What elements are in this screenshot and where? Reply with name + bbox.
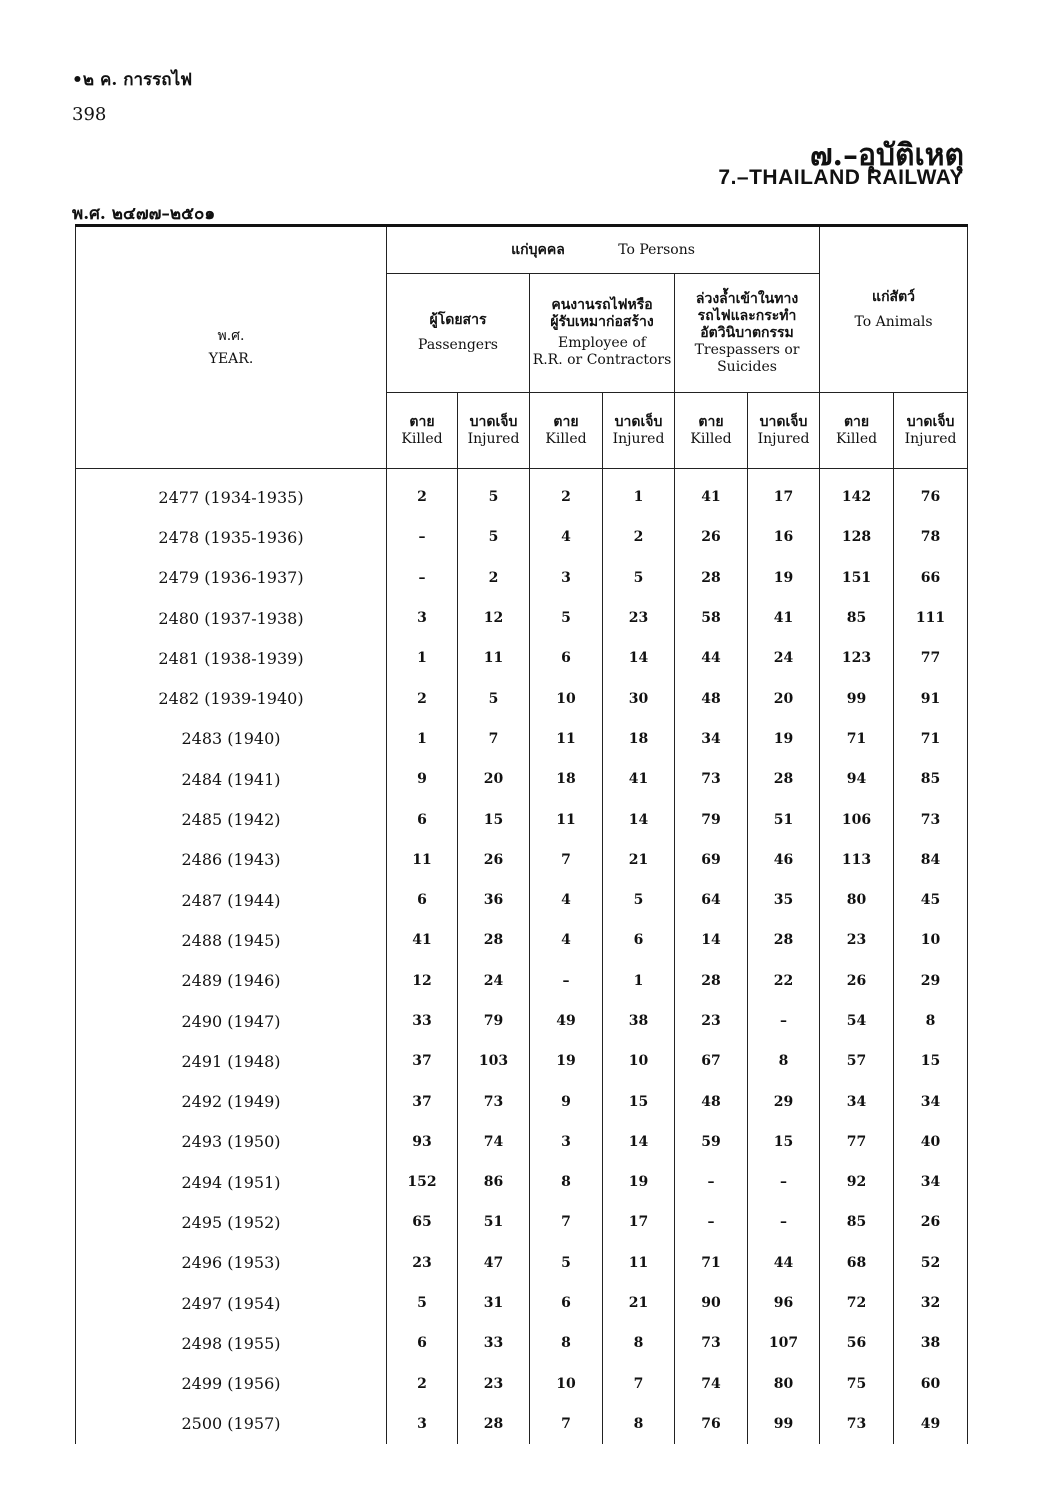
year-cell: 2487 (1944) bbox=[76, 880, 387, 920]
value-cell: 8 bbox=[530, 1162, 603, 1202]
value-cell: 26 bbox=[675, 517, 748, 557]
value-cell: 18 bbox=[603, 719, 675, 759]
table-row bbox=[76, 598, 968, 638]
table-row bbox=[76, 1364, 968, 1404]
table-row bbox=[76, 1243, 968, 1283]
value-cell: 142 bbox=[820, 469, 894, 518]
table-row bbox=[76, 638, 968, 678]
year-cell: 2478 (1935-1936) bbox=[76, 517, 387, 557]
passengers-english: Passengers bbox=[418, 337, 498, 353]
value-cell: 5 bbox=[458, 678, 530, 718]
value-cell: 35 bbox=[748, 880, 820, 920]
value-cell: 4 bbox=[530, 880, 603, 920]
value-cell: 8 bbox=[894, 1001, 968, 1041]
year-cell: 2477 (1934-1935) bbox=[76, 469, 387, 518]
value-cell: 38 bbox=[894, 1323, 968, 1363]
value-cell: 7 bbox=[603, 1364, 675, 1404]
value-cell: 28 bbox=[748, 759, 820, 799]
year-cell: 2500 (1957) bbox=[76, 1404, 387, 1444]
value-cell: 8 bbox=[748, 1041, 820, 1081]
value-cell: 99 bbox=[820, 678, 894, 718]
value-cell: 71 bbox=[894, 719, 968, 759]
value-cell: 79 bbox=[675, 799, 748, 839]
value-cell: 5 bbox=[530, 598, 603, 638]
value-cell: 152 bbox=[387, 1162, 458, 1202]
table-row bbox=[76, 469, 968, 518]
employees-header bbox=[530, 274, 675, 393]
value-cell: 15 bbox=[894, 1041, 968, 1081]
value-cell: 11 bbox=[603, 1243, 675, 1283]
value-cell: 36 bbox=[458, 880, 530, 920]
year-cell: 2482 (1939-1940) bbox=[76, 678, 387, 718]
table-row bbox=[76, 719, 968, 759]
value-cell: 76 bbox=[675, 1404, 748, 1444]
value-cell: 90 bbox=[675, 1283, 748, 1323]
table-row bbox=[76, 920, 968, 960]
year-cell: 2490 (1947) bbox=[76, 1001, 387, 1041]
value-cell: 96 bbox=[748, 1283, 820, 1323]
year-cell: 2484 (1941) bbox=[76, 759, 387, 799]
year-range-heading: พ.ศ. ๒๔๗๗–๒๕๐๑ bbox=[72, 204, 216, 224]
value-cell: 58 bbox=[675, 598, 748, 638]
value-cell: 7 bbox=[458, 719, 530, 759]
value-cell: 24 bbox=[748, 638, 820, 678]
year-header-english: YEAR. bbox=[208, 350, 254, 367]
value-cell: 3 bbox=[530, 558, 603, 598]
year-cell: 2491 (1948) bbox=[76, 1041, 387, 1081]
value-cell: 51 bbox=[458, 1202, 530, 1242]
value-cell: 49 bbox=[530, 1001, 603, 1041]
value-cell: 41 bbox=[603, 759, 675, 799]
value-cell: 12 bbox=[387, 961, 458, 1001]
value-cell: 91 bbox=[894, 678, 968, 718]
value-cell: 51 bbox=[748, 799, 820, 839]
value-cell: 85 bbox=[820, 598, 894, 638]
value-cell: 40 bbox=[894, 1122, 968, 1162]
value-cell: 32 bbox=[894, 1283, 968, 1323]
value-cell: 30 bbox=[603, 678, 675, 718]
value-cell: 99 bbox=[748, 1404, 820, 1444]
value-cell: 76 bbox=[894, 469, 968, 518]
table-row bbox=[76, 1041, 968, 1081]
value-cell: 7 bbox=[530, 1404, 603, 1444]
value-cell: 20 bbox=[748, 678, 820, 718]
killed-header: ตาย Killed bbox=[530, 393, 603, 469]
value-cell: 74 bbox=[675, 1364, 748, 1404]
value-cell: 41 bbox=[387, 920, 458, 960]
value-cell: 6 bbox=[603, 920, 675, 960]
value-cell: – bbox=[748, 1001, 820, 1041]
value-cell: 5 bbox=[458, 517, 530, 557]
table-row bbox=[76, 1001, 968, 1041]
injured-header: บาดเจ็บ Injured bbox=[458, 393, 530, 469]
year-cell: 2493 (1950) bbox=[76, 1122, 387, 1162]
value-cell: – bbox=[748, 1162, 820, 1202]
value-cell: 34 bbox=[894, 1081, 968, 1121]
value-cell: 15 bbox=[458, 799, 530, 839]
value-cell: 54 bbox=[820, 1001, 894, 1041]
accident-table bbox=[75, 224, 968, 1444]
value-cell: 41 bbox=[748, 598, 820, 638]
table-row bbox=[76, 799, 968, 839]
table-row bbox=[76, 759, 968, 799]
value-cell: 31 bbox=[458, 1283, 530, 1323]
value-cell: 79 bbox=[458, 1001, 530, 1041]
passengers-thai: ผู้โดยสาร bbox=[429, 312, 487, 328]
value-cell: 37 bbox=[387, 1081, 458, 1121]
value-cell: 8 bbox=[530, 1323, 603, 1363]
value-cell: 73 bbox=[820, 1404, 894, 1444]
value-cell: 28 bbox=[748, 920, 820, 960]
value-cell: 47 bbox=[458, 1243, 530, 1283]
value-cell: 73 bbox=[675, 759, 748, 799]
value-cell: 46 bbox=[748, 840, 820, 880]
value-cell: 86 bbox=[458, 1162, 530, 1202]
killed-header: ตาย Killed bbox=[820, 393, 894, 469]
table-row bbox=[76, 558, 968, 598]
value-cell: 151 bbox=[820, 558, 894, 598]
value-cell: 22 bbox=[748, 961, 820, 1001]
to-persons-header bbox=[387, 226, 820, 274]
trespassers-thai-1: ล่วงล้ำเข้าในทาง bbox=[695, 290, 799, 307]
value-cell: 3 bbox=[387, 598, 458, 638]
value-cell: 1 bbox=[603, 961, 675, 1001]
value-cell: 111 bbox=[894, 598, 968, 638]
table-row bbox=[76, 961, 968, 1001]
value-cell: 6 bbox=[530, 638, 603, 678]
value-cell: 2 bbox=[387, 469, 458, 518]
value-cell: 45 bbox=[894, 880, 968, 920]
passengers-header bbox=[387, 274, 530, 393]
year-cell: 2497 (1954) bbox=[76, 1283, 387, 1323]
year-cell: 2494 (1951) bbox=[76, 1162, 387, 1202]
injured-header: บาดเจ็บ Injured bbox=[748, 393, 820, 469]
value-cell: 28 bbox=[675, 961, 748, 1001]
table-row bbox=[76, 1122, 968, 1162]
value-cell: 38 bbox=[603, 1001, 675, 1041]
value-cell: 5 bbox=[458, 469, 530, 518]
year-cell: 2495 (1952) bbox=[76, 1202, 387, 1242]
table-row bbox=[76, 1283, 968, 1323]
value-cell: 64 bbox=[675, 880, 748, 920]
value-cell: 3 bbox=[387, 1404, 458, 1444]
value-cell: 14 bbox=[603, 799, 675, 839]
year-cell: 2480 (1937-1938) bbox=[76, 598, 387, 638]
animals-thai: แก่สัตว์ bbox=[872, 288, 916, 305]
killed-header: ตาย Killed bbox=[675, 393, 748, 469]
trespassers-thai-3: อัตวินิบาตกรรม bbox=[700, 324, 794, 341]
table-row bbox=[76, 1162, 968, 1202]
employees-thai-1: คนงานรถไฟหรือ bbox=[551, 297, 653, 313]
value-cell: 7 bbox=[530, 840, 603, 880]
value-cell: 2 bbox=[387, 678, 458, 718]
value-cell: 11 bbox=[530, 799, 603, 839]
value-cell: 18 bbox=[530, 759, 603, 799]
value-cell: 92 bbox=[820, 1162, 894, 1202]
value-cell: 37 bbox=[387, 1041, 458, 1081]
value-cell: 77 bbox=[894, 638, 968, 678]
value-cell: 48 bbox=[675, 678, 748, 718]
value-cell: 2 bbox=[603, 517, 675, 557]
table-row bbox=[76, 1202, 968, 1242]
value-cell: 6 bbox=[387, 880, 458, 920]
value-cell: 73 bbox=[894, 799, 968, 839]
value-cell: 34 bbox=[894, 1162, 968, 1202]
value-cell: 78 bbox=[894, 517, 968, 557]
value-cell: 28 bbox=[675, 558, 748, 598]
value-cell: – bbox=[748, 1202, 820, 1242]
value-cell: 26 bbox=[820, 961, 894, 1001]
value-cell: 5 bbox=[530, 1243, 603, 1283]
killed-header: ตาย Killed bbox=[387, 393, 458, 469]
value-cell: 11 bbox=[530, 719, 603, 759]
value-cell: – bbox=[675, 1202, 748, 1242]
year-cell: 2485 (1942) bbox=[76, 799, 387, 839]
value-cell: 8 bbox=[603, 1404, 675, 1444]
value-cell: 10 bbox=[894, 920, 968, 960]
value-cell: 6 bbox=[387, 799, 458, 839]
title-thai: ๗.–อุบัติเหตุ bbox=[809, 138, 964, 173]
table-row bbox=[76, 840, 968, 880]
section-heading: •๒ ค. การรถไฟ bbox=[72, 70, 193, 90]
employees-thai-2: ผู้รับเหมาก่อสร้าง bbox=[550, 314, 654, 330]
value-cell: 10 bbox=[603, 1041, 675, 1081]
value-cell: 1 bbox=[387, 719, 458, 759]
value-cell: 71 bbox=[675, 1243, 748, 1283]
value-cell: 65 bbox=[387, 1202, 458, 1242]
value-cell: 103 bbox=[458, 1041, 530, 1081]
value-cell: 10 bbox=[530, 1364, 603, 1404]
year-column-header bbox=[76, 226, 387, 469]
value-cell: 29 bbox=[894, 961, 968, 1001]
value-cell: 72 bbox=[820, 1283, 894, 1323]
value-cell: 6 bbox=[530, 1283, 603, 1323]
value-cell: 73 bbox=[675, 1323, 748, 1363]
value-cell: 28 bbox=[458, 920, 530, 960]
year-cell: 2488 (1945) bbox=[76, 920, 387, 960]
year-cell: 2489 (1946) bbox=[76, 961, 387, 1001]
value-cell: 33 bbox=[458, 1323, 530, 1363]
value-cell: 44 bbox=[748, 1243, 820, 1283]
value-cell: 12 bbox=[458, 598, 530, 638]
value-cell: 75 bbox=[820, 1364, 894, 1404]
value-cell: 17 bbox=[603, 1202, 675, 1242]
value-cell: – bbox=[675, 1162, 748, 1202]
value-cell: 107 bbox=[748, 1323, 820, 1363]
value-cell: 41 bbox=[675, 469, 748, 518]
value-cell: 19 bbox=[748, 558, 820, 598]
injured-header: บาดเจ็บ Injured bbox=[603, 393, 675, 469]
animals-english: To Animals bbox=[854, 313, 933, 330]
value-cell: 21 bbox=[603, 840, 675, 880]
value-cell: 26 bbox=[458, 840, 530, 880]
value-cell: 106 bbox=[820, 799, 894, 839]
value-cell: 74 bbox=[458, 1122, 530, 1162]
value-cell: 5 bbox=[603, 558, 675, 598]
animals-header bbox=[820, 226, 968, 393]
value-cell: 5 bbox=[603, 880, 675, 920]
year-cell: 2498 (1955) bbox=[76, 1323, 387, 1363]
value-cell: 68 bbox=[820, 1243, 894, 1283]
table-row bbox=[76, 1404, 968, 1444]
value-cell: 2 bbox=[458, 558, 530, 598]
value-cell: 17 bbox=[748, 469, 820, 518]
value-cell: 19 bbox=[748, 719, 820, 759]
table-row bbox=[76, 880, 968, 920]
value-cell: 67 bbox=[675, 1041, 748, 1081]
table-row bbox=[76, 1323, 968, 1363]
value-cell: 60 bbox=[894, 1364, 968, 1404]
value-cell: 34 bbox=[675, 719, 748, 759]
trespassers-header bbox=[675, 274, 820, 393]
persons-thai: แก่บุคคล bbox=[511, 241, 565, 258]
title-english: 7.–THAILAND RAILWAY bbox=[718, 166, 964, 189]
page-number: 398 bbox=[72, 104, 107, 125]
trespassers-english-1: Trespassers or bbox=[694, 341, 800, 358]
value-cell: 9 bbox=[530, 1081, 603, 1121]
value-cell: 56 bbox=[820, 1323, 894, 1363]
year-cell: 2479 (1936-1937) bbox=[76, 558, 387, 598]
value-cell: 24 bbox=[458, 961, 530, 1001]
table-row bbox=[76, 678, 968, 718]
value-cell: 123 bbox=[820, 638, 894, 678]
value-cell: 14 bbox=[603, 1122, 675, 1162]
value-cell: 33 bbox=[387, 1001, 458, 1041]
value-cell: 1 bbox=[603, 469, 675, 518]
table-row bbox=[76, 1081, 968, 1121]
value-cell: 85 bbox=[894, 759, 968, 799]
year-cell: 2499 (1956) bbox=[76, 1364, 387, 1404]
value-cell: 59 bbox=[675, 1122, 748, 1162]
persons-english: To Persons bbox=[618, 241, 695, 258]
value-cell: 9 bbox=[387, 759, 458, 799]
value-cell: 128 bbox=[820, 517, 894, 557]
value-cell: 113 bbox=[820, 840, 894, 880]
value-cell: 7 bbox=[530, 1202, 603, 1242]
value-cell: 23 bbox=[458, 1364, 530, 1404]
value-cell: 80 bbox=[748, 1364, 820, 1404]
year-cell: 2496 (1953) bbox=[76, 1243, 387, 1283]
value-cell: – bbox=[530, 961, 603, 1001]
injured-header: บาดเจ็บ Injured bbox=[894, 393, 968, 469]
table-header bbox=[76, 226, 968, 469]
value-cell: 93 bbox=[387, 1122, 458, 1162]
trespassers-english-2: Suicides bbox=[717, 358, 777, 375]
employees-english-2: R.R. or Contractors bbox=[532, 352, 672, 368]
value-cell: 66 bbox=[894, 558, 968, 598]
value-cell: 85 bbox=[820, 1202, 894, 1242]
trespassers-thai-2: รถไฟและกระทำ bbox=[697, 307, 797, 324]
value-cell: 6 bbox=[387, 1323, 458, 1363]
value-cell: 10 bbox=[530, 678, 603, 718]
value-cell: 44 bbox=[675, 638, 748, 678]
value-cell: 21 bbox=[603, 1283, 675, 1323]
value-cell: 57 bbox=[820, 1041, 894, 1081]
value-cell: 23 bbox=[675, 1001, 748, 1041]
table-body bbox=[76, 469, 968, 1445]
value-cell: 11 bbox=[387, 840, 458, 880]
year-cell: 2483 (1940) bbox=[76, 719, 387, 759]
value-cell: 49 bbox=[894, 1404, 968, 1444]
value-cell: 52 bbox=[894, 1243, 968, 1283]
value-cell: 28 bbox=[458, 1404, 530, 1444]
year-cell: 2492 (1949) bbox=[76, 1081, 387, 1121]
value-cell: 71 bbox=[820, 719, 894, 759]
value-cell: 77 bbox=[820, 1122, 894, 1162]
value-cell: 23 bbox=[603, 598, 675, 638]
value-cell: 29 bbox=[748, 1081, 820, 1121]
value-cell: 14 bbox=[675, 920, 748, 960]
value-cell: 84 bbox=[894, 840, 968, 880]
year-header-thai: พ.ศ. bbox=[217, 327, 245, 344]
value-cell: – bbox=[387, 517, 458, 557]
value-cell: – bbox=[387, 558, 458, 598]
value-cell: 14 bbox=[603, 638, 675, 678]
value-cell: 69 bbox=[675, 840, 748, 880]
year-cell: 2486 (1943) bbox=[76, 840, 387, 880]
year-cell: 2481 (1938-1939) bbox=[76, 638, 387, 678]
value-cell: 2 bbox=[530, 469, 603, 518]
value-cell: 19 bbox=[603, 1162, 675, 1202]
value-cell: 2 bbox=[387, 1364, 458, 1404]
value-cell: 4 bbox=[530, 920, 603, 960]
value-cell: 11 bbox=[458, 638, 530, 678]
value-cell: 16 bbox=[748, 517, 820, 557]
value-cell: 48 bbox=[675, 1081, 748, 1121]
value-cell: 5 bbox=[387, 1283, 458, 1323]
table-row bbox=[76, 517, 968, 557]
value-cell: 15 bbox=[603, 1081, 675, 1121]
value-cell: 3 bbox=[530, 1122, 603, 1162]
value-cell: 1 bbox=[387, 638, 458, 678]
value-cell: 15 bbox=[748, 1122, 820, 1162]
value-cell: 23 bbox=[387, 1243, 458, 1283]
value-cell: 80 bbox=[820, 880, 894, 920]
value-cell: 20 bbox=[458, 759, 530, 799]
employees-english-1: Employee of bbox=[558, 335, 646, 351]
value-cell: 23 bbox=[820, 920, 894, 960]
value-cell: 4 bbox=[530, 517, 603, 557]
value-cell: 8 bbox=[603, 1323, 675, 1363]
value-cell: 34 bbox=[820, 1081, 894, 1121]
value-cell: 26 bbox=[894, 1202, 968, 1242]
value-cell: 19 bbox=[530, 1041, 603, 1081]
value-cell: 73 bbox=[458, 1081, 530, 1121]
value-cell: 94 bbox=[820, 759, 894, 799]
